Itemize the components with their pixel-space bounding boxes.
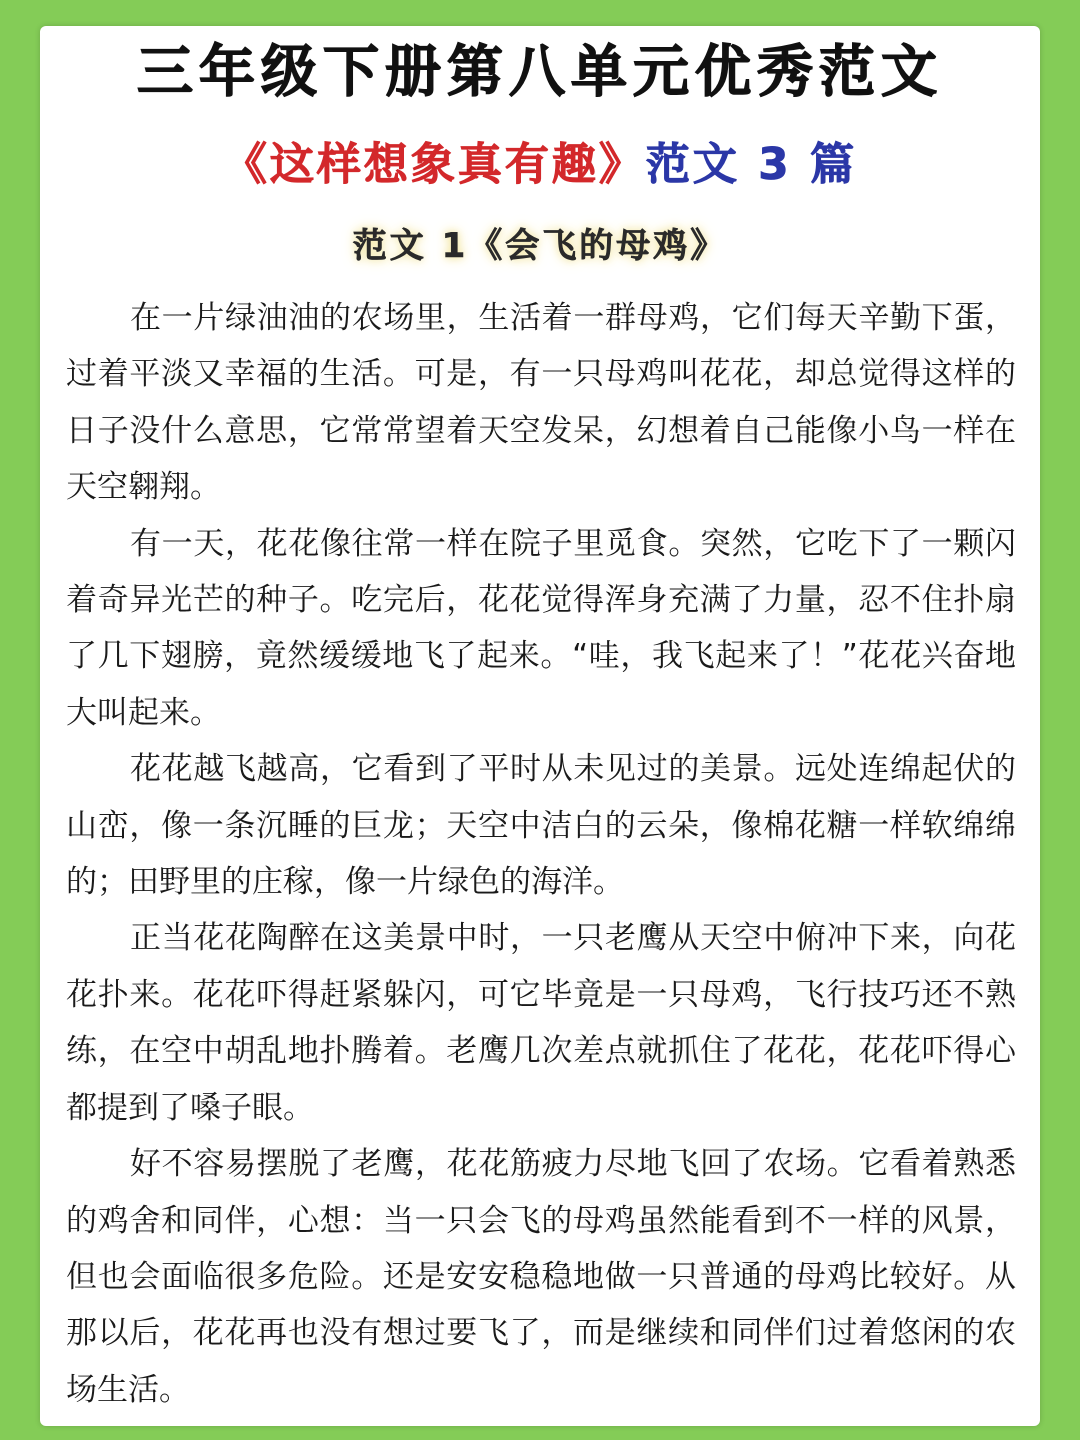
essay-paragraph-1: 在一片绿油油的农场里，生活着一群母鸡，它们每天辛勤下蛋，过着平淡又幸福的生活。可是，有一只母鸡叫花花，却总觉得这样的日子没什么意思，它常常望着天空发呆，幻想着自己能像小鸟一样在天空翱翔。 xyxy=(66,300,1016,506)
page-title: 三年级下册第八单元优秀范文 xyxy=(137,40,943,105)
essay-paragraph-4: 正当花花陶醉在这美景中时，一只老鹰从天空中俯冲下来，向花花扑来。花花吓得赶紧躲闪，可它毕竟是一只母鸡，飞行技巧还不熟练，在空中胡乱地扑腾着。老鹰几次差点就抓住了花花，花花吓得心都提到了嗓子眼。 xyxy=(66,920,1016,1126)
essay-paragraph-5: 好不容易摆脱了老鹰，花花筋疲力尽地飞回了农场。它看着熟悉的鸡舍和同伴，心想：当一只会飞的母鸡虽然能看到不一样的风景，但也会面临很多危险。还是安安稳稳地做一只普通的母鸡比较好。从那以后，花花再也没有想过要飞了，而是继续和同伴们过着悠闲的农场生活。 xyxy=(66,1146,1016,1408)
subtitle-theme: 《这样想象真有趣》 xyxy=(222,139,646,190)
essay-body xyxy=(66,290,1016,1418)
essay-paragraph-2: 有一天，花花像往常一样在院子里觅食。突然，它吃下了一颗闪着奇异光芒的种子。吃完后，花花觉得浑身充满了力量，忍不住扑扇了几下翅膀，竟然缓缓地飞了起来。“哇，我飞起来了！”花花兴奋地大叫起来。 xyxy=(66,525,1016,731)
subtitle-count: 范文 3 篇 xyxy=(645,139,858,190)
essay-paragraph-3: 花花越飞越高，它看到了平时从未见过的美景。远处连绵起伏的山峦，像一条沉睡的巨龙；天空中洁白的云朵，像棉花糖一样软绵绵的；田野里的庄稼，像一片绿色的海洋。 xyxy=(66,751,1016,901)
essay-title: 范文 1《会飞的母鸡》 xyxy=(352,226,728,266)
page-subtitle xyxy=(0,128,1080,192)
